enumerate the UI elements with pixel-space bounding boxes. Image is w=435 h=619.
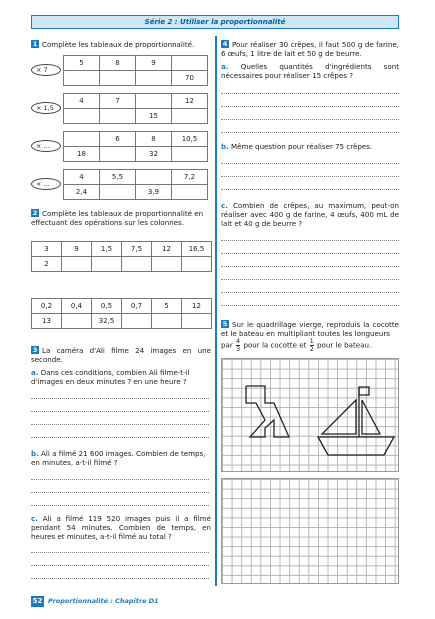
ex3-number: 3 — [32, 346, 38, 354]
e2t1-r1-c1[interactable]: 3 — [32, 242, 62, 257]
series-banner: Série 2 : Utiliser la proportionnalité — [31, 15, 399, 29]
prop-table-1 — [63, 55, 208, 86]
frac1-den: 3 — [236, 345, 241, 353]
t2-r1-c3[interactable] — [136, 94, 172, 109]
ex5-text: Sur le quadrillage vierge, reproduis la cocotte et le bateau en multipliant toutes les longueurs — [221, 320, 399, 338]
column-divider — [215, 36, 217, 586]
ex5-bateau: pour le bateau. — [317, 340, 372, 350]
t4-r1-c2[interactable]: 5,5 — [100, 170, 136, 185]
ex3-a-text: Dans ces conditions, combien Ali filme-t-il d'images en deux minutes ? en une heure ? — [31, 368, 190, 386]
answer-line[interactable] — [31, 505, 209, 506]
t2-r2-c2[interactable] — [100, 109, 136, 124]
model-grid — [221, 358, 399, 472]
answer-line[interactable] — [31, 492, 209, 493]
answer-line[interactable] — [31, 424, 209, 425]
cocotte-and-boat-drawing — [222, 359, 400, 473]
e2t2-r1-c4[interactable]: 0,7 — [122, 299, 152, 314]
t3-r2-c1[interactable]: 18 — [64, 147, 100, 162]
t1-r1-c4[interactable] — [172, 56, 208, 71]
answer-line[interactable] — [221, 240, 399, 241]
ex4-a-text: Quelles quantités d'ingrédients sont nécessaires pour réaliser 15 crêpes ? — [221, 62, 399, 80]
ex4-b-label: b. — [221, 142, 229, 151]
e2t1-r2-c5[interactable] — [152, 257, 182, 272]
t3-r2-c2[interactable] — [100, 147, 136, 162]
t2-r1-c4[interactable]: 12 — [172, 94, 208, 109]
ex2-number: 2 — [32, 209, 38, 217]
ex3-question-a — [31, 368, 211, 386]
t1-r1-c3[interactable]: 9 — [136, 56, 172, 71]
ex3-question-c — [31, 514, 211, 541]
e2t1-r2-c6[interactable] — [182, 257, 212, 272]
fraction-1-2 — [310, 338, 314, 353]
ex4-number: 4 — [222, 40, 228, 48]
ex1-title: Complète les tableaux de proportionnalité. — [42, 40, 195, 49]
t3-operator-oval[interactable]: × ... — [31, 140, 61, 152]
answer-line[interactable] — [221, 266, 399, 267]
t4-r2-c4[interactable] — [172, 185, 208, 200]
e2t2-r1-c6[interactable]: 12 — [182, 299, 212, 314]
answer-line[interactable] — [221, 305, 399, 306]
ex5-number: 5 — [222, 320, 228, 328]
prop-table-3 — [63, 131, 208, 162]
ex2-heading — [31, 209, 211, 227]
ex3-c-label: c. — [31, 514, 38, 523]
e2t1-r2-c3[interactable] — [92, 257, 122, 272]
answer-line[interactable] — [221, 119, 399, 120]
t1-r2-c4[interactable]: 70 — [172, 71, 208, 86]
e2t2-r1-c5[interactable]: 5 — [152, 299, 182, 314]
t2-r2-c3[interactable]: 15 — [136, 109, 172, 124]
e2t2-r2-c6[interactable] — [182, 314, 212, 329]
t1-r2-c3[interactable] — [136, 71, 172, 86]
t4-r2-c1[interactable]: 2,4 — [64, 185, 100, 200]
ex5-instruction — [221, 320, 399, 338]
e2t2-r2-c1[interactable]: 13 — [32, 314, 62, 329]
boat-flag — [359, 387, 369, 395]
ex3-b-label: b. — [31, 449, 39, 458]
answer-line[interactable] — [221, 106, 399, 107]
t3-r2-c3[interactable]: 32 — [136, 147, 172, 162]
answer-line[interactable] — [31, 578, 209, 579]
answer-line[interactable] — [31, 437, 209, 438]
ex4-c-text: Combien de crêpes, au maximum, peut-on réaliser avec 400 g de farine, 4 œufs, 400 mL de lait et 40 g de beurre ? — [221, 201, 399, 228]
prop-table-2 — [63, 93, 208, 124]
t2-r2-c1[interactable] — [64, 109, 100, 124]
t4-r1-c4[interactable]: 7,2 — [172, 170, 208, 185]
answer-line[interactable] — [31, 479, 209, 480]
ex4-question-a — [221, 62, 399, 80]
ex3-intro — [31, 346, 211, 364]
e2t2-r2-c5[interactable] — [152, 314, 182, 329]
t1-operator-oval: × 7 — [31, 64, 61, 76]
answer-line[interactable] — [31, 552, 209, 553]
fraction-4-3 — [236, 338, 240, 353]
answer-line[interactable] — [221, 132, 399, 133]
t3-r1-c2[interactable]: 6 — [100, 132, 136, 147]
t3-r1-c3[interactable]: 8 — [136, 132, 172, 147]
answer-line[interactable] — [31, 411, 209, 412]
t3-r2-c4[interactable] — [172, 147, 208, 162]
boat-hull — [318, 437, 394, 455]
cocotte-figure — [246, 386, 289, 437]
ex1-number: 1 — [32, 40, 38, 48]
ex4-intro-text: Pour réaliser 30 crêpes, il faut 500 g de farine, 6 œufs, 1 litre de lait et 50 g de beurre. — [221, 40, 399, 58]
ex4-intro — [221, 40, 399, 58]
frac2-num: 1 — [309, 337, 314, 345]
t2-r1-c1[interactable]: 4 — [64, 94, 100, 109]
frac1-num: 4 — [236, 337, 241, 345]
e2t2-r2-c3[interactable]: 32,5 — [92, 314, 122, 329]
e2t2-r2-c2[interactable] — [62, 314, 92, 329]
answer-line[interactable] — [31, 565, 209, 566]
t1-r2-c2[interactable] — [100, 71, 136, 86]
answer-line[interactable] — [221, 93, 399, 94]
ex5-factors — [221, 338, 399, 353]
t4-r1-c1[interactable]: 4 — [64, 170, 100, 185]
t1-r2-c1[interactable] — [64, 71, 100, 86]
ex3-intro-text: La caméra d'Ali filme 24 images en une seconde. — [31, 346, 211, 364]
t2-r1-c2[interactable]: 7 — [100, 94, 136, 109]
t2-r2-c4[interactable] — [172, 109, 208, 124]
ex4-question-c — [221, 201, 399, 228]
e2t1-r1-c3[interactable]: 1,5 — [92, 242, 122, 257]
t4-r2-c3[interactable]: 3,9 — [136, 185, 172, 200]
ex4-b-text: Même question pour réaliser 75 crêpes. — [231, 142, 373, 151]
ex3-question-b — [31, 449, 211, 467]
ex3-c-text: Ali a filmé 119 520 images puis il a filmé pendant 54 minutes. Combien de temps, en heures et minutes, a-t-il filmé au total ? — [31, 514, 211, 541]
boat-left-sail — [322, 400, 356, 434]
e2t1-r1-c4[interactable]: 7,5 — [122, 242, 152, 257]
page-number: 52 — [32, 597, 43, 605]
answer-line[interactable] — [221, 253, 399, 254]
e2t1-r2-c2[interactable] — [62, 257, 92, 272]
e2t2-r2-c4[interactable] — [122, 314, 152, 329]
e2t2-r1-c2[interactable]: 0,4 — [62, 299, 92, 314]
answer-line[interactable] — [221, 279, 399, 280]
e2t1-r2-c4[interactable] — [122, 257, 152, 272]
ex4-question-b — [221, 142, 399, 151]
ex5-cocotte: pour la cocotte et — [243, 340, 307, 350]
frac2-den: 2 — [309, 345, 314, 353]
ex2-title: Complète les tableaux de proportionnalité en effectuant des opérations sur les colonnes. — [31, 209, 204, 227]
t1-r1-c2[interactable]: 8 — [100, 56, 136, 71]
t3-r1-c1[interactable] — [64, 132, 100, 147]
e2t2-r1-c3[interactable]: 0,5 — [92, 299, 122, 314]
answer-line[interactable] — [221, 292, 399, 293]
answer-line[interactable] — [221, 189, 399, 190]
prop-table-4 — [63, 169, 208, 200]
ex4-a-label: a. — [221, 62, 229, 71]
t1-r1-c1[interactable]: 5 — [64, 56, 100, 71]
ex1-heading — [31, 40, 211, 49]
t3-r1-c4[interactable]: 10,5 — [172, 132, 208, 147]
ex3-a-label: a. — [31, 368, 39, 377]
answer-line[interactable] — [31, 398, 209, 399]
ex2-table-2 — [31, 298, 212, 329]
ex2-table-1 — [31, 241, 212, 272]
t4-r2-c2[interactable] — [100, 185, 136, 200]
ex3-b-text: Ali a filmé 21 600 images. Combien de temps, en minutes, a-t-il filmé ? — [31, 449, 206, 467]
blank-grid[interactable] — [221, 478, 399, 584]
chapter-label: Proportionnalité : Chapitre D1 — [48, 597, 159, 605]
answer-line[interactable] — [221, 163, 399, 164]
e2t1-r1-c6[interactable]: 16,5 — [182, 242, 212, 257]
t4-r1-c3[interactable] — [136, 170, 172, 185]
ex5-par: par — [221, 340, 233, 350]
t2-operator-oval: × 1,5 — [31, 102, 61, 114]
answer-line[interactable] — [221, 176, 399, 177]
e2t2-r1-c1[interactable]: 0,2 — [32, 299, 62, 314]
ex4-c-label: c. — [221, 201, 228, 210]
e2t1-r2-c1[interactable]: 2 — [32, 257, 62, 272]
boat-right-sail — [362, 400, 380, 434]
t4-operator-oval[interactable]: × ... — [31, 178, 61, 190]
e2t1-r1-c5[interactable]: 12 — [152, 242, 182, 257]
e2t1-r1-c2[interactable]: 9 — [62, 242, 92, 257]
